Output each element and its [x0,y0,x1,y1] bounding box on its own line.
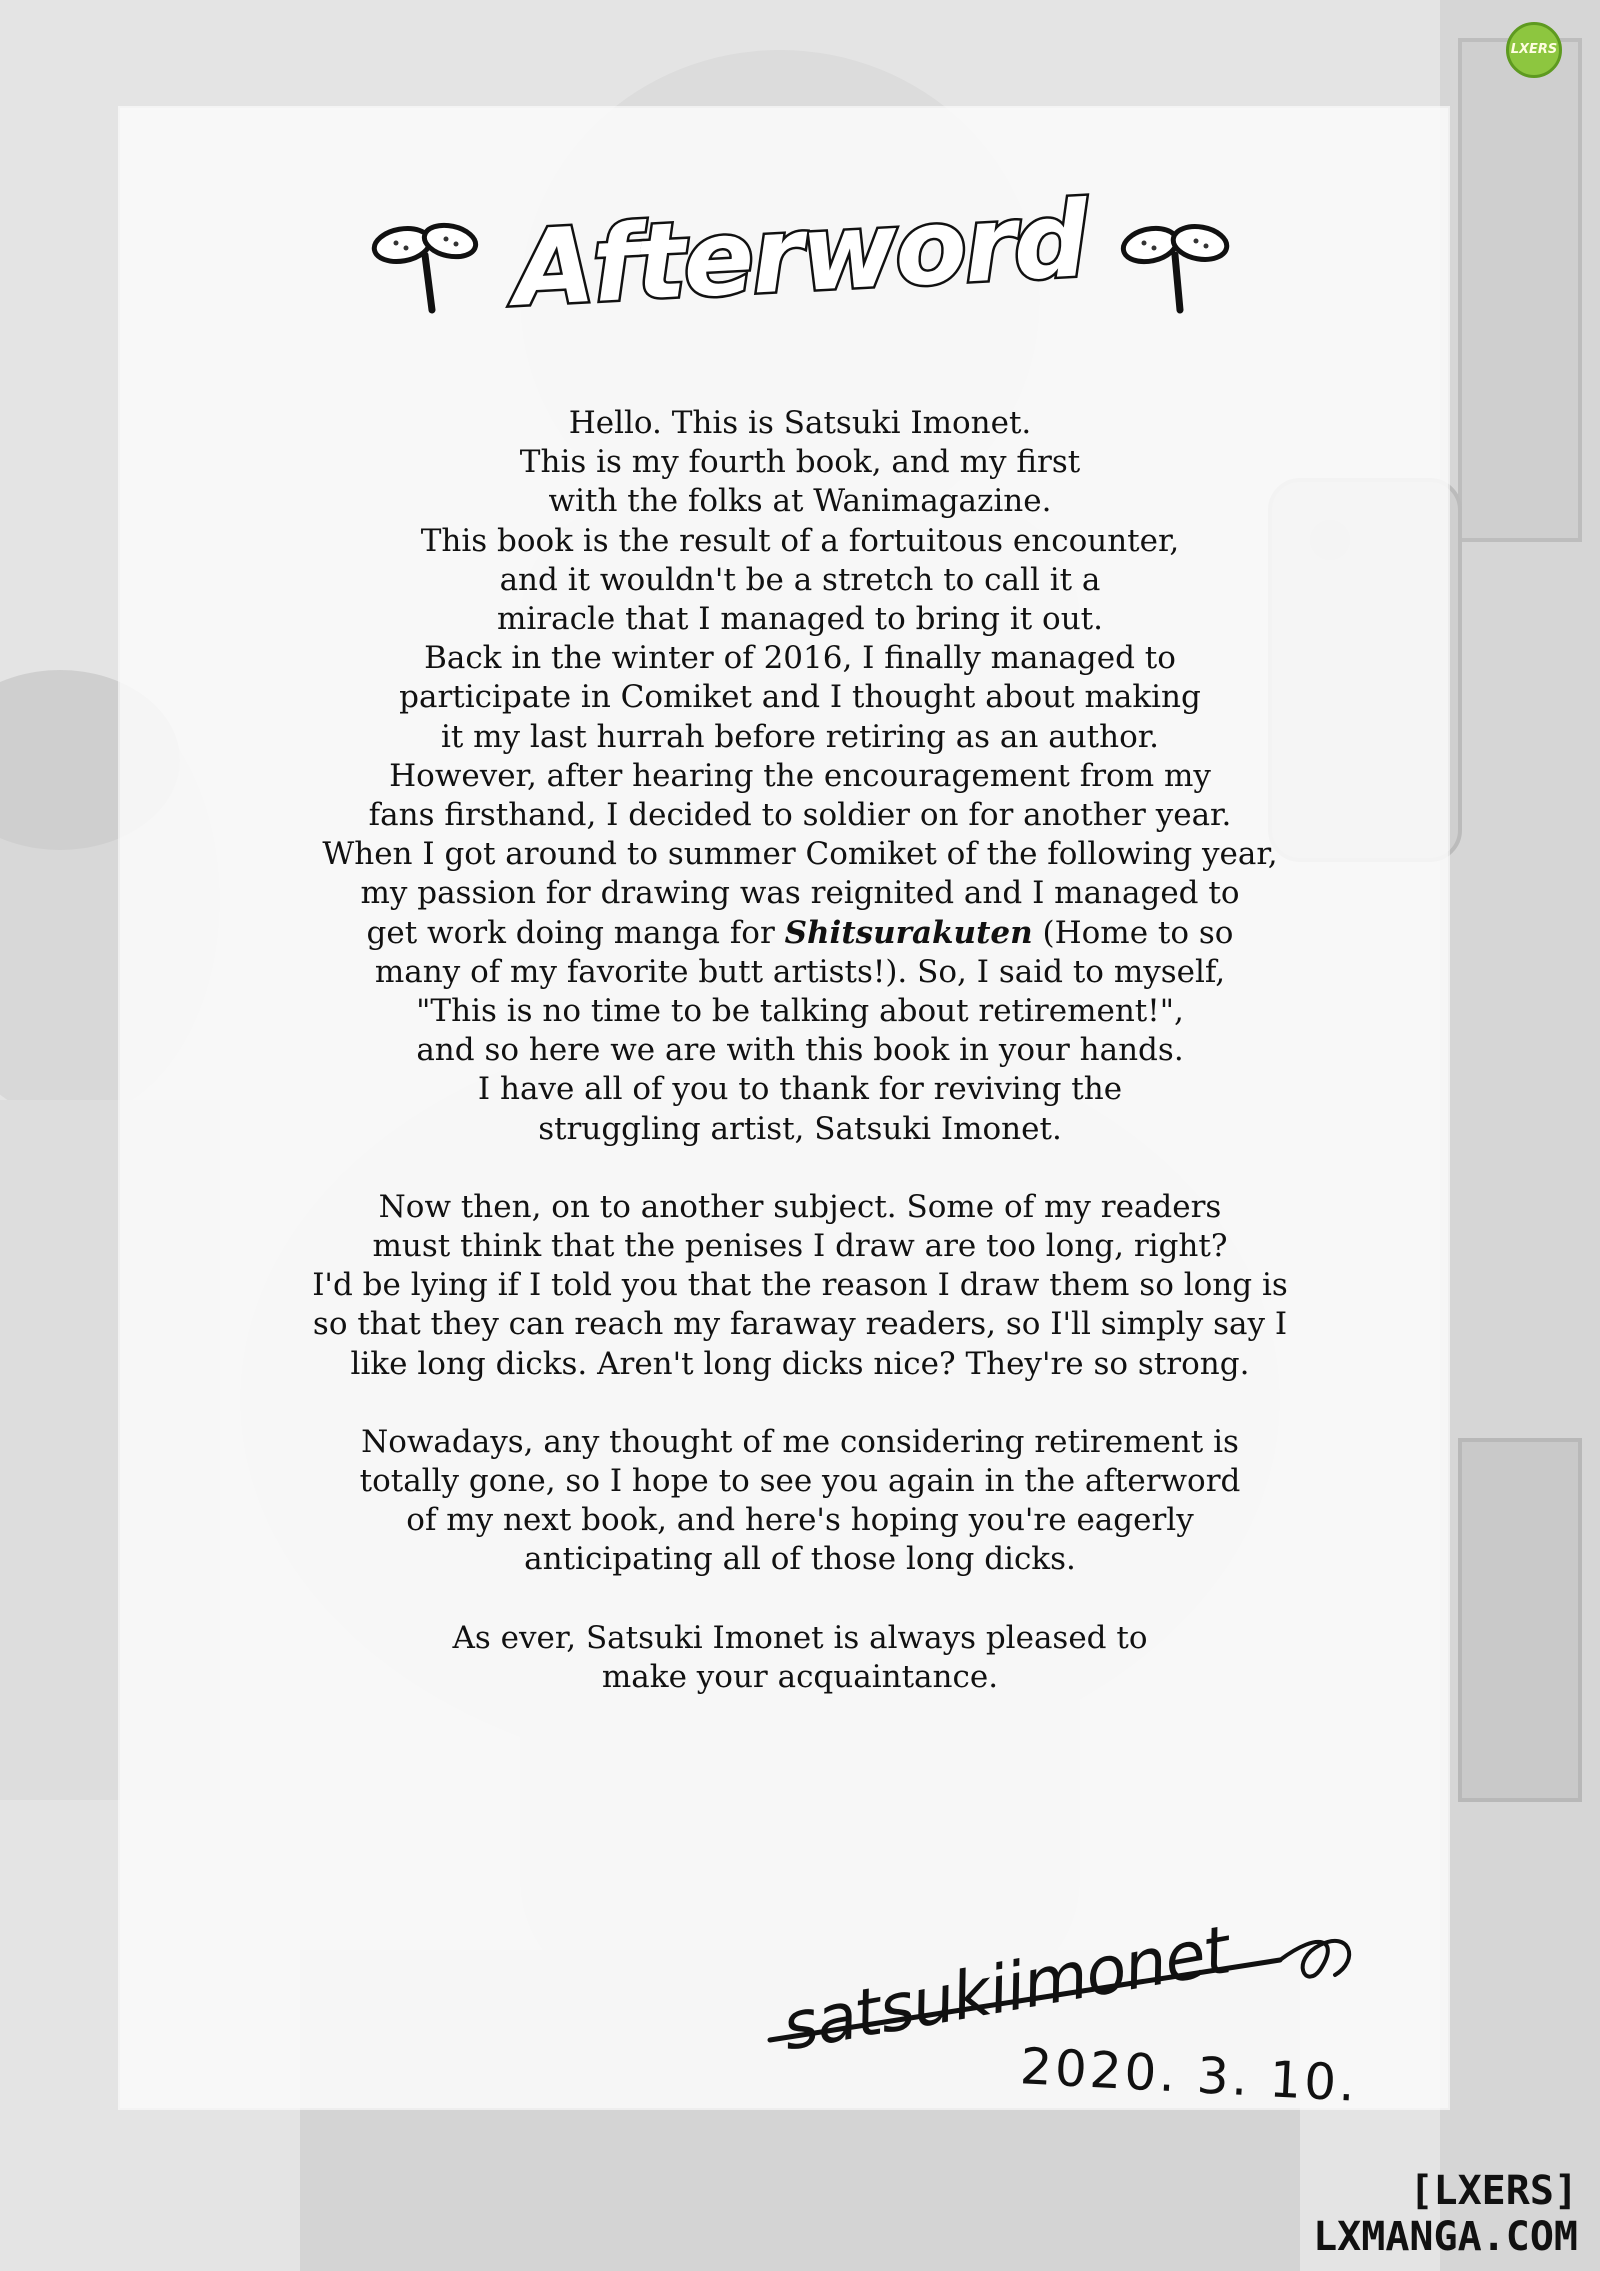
text-line: many of my favorite butt artists!). So, I said to myself, [374,953,1226,990]
signature-flourish-icon [760,1920,1380,2150]
text-line: Back in the winter of 2016, I finally managed to [424,640,1176,677]
text-line: This book is the result of a fortuitous encounter, [420,522,1180,559]
author-signature [760,1911,1380,2150]
text-line: struggling artist, Satsuki Imonet. [538,1110,1062,1147]
text-line: miracle that I managed to bring it out. [497,601,1103,638]
title-text: Afterword [510,178,1090,330]
magazine-title: Shitsurakuten [784,914,1033,951]
scanlation-credit [1313,2168,1578,2260]
text-line: so that they can reach my faraway readers, so I'll simply say I [312,1306,1288,1343]
afterword-body [200,404,1400,1697]
text-segment: get work doing manga for [366,914,785,951]
text-line: Now then, on to another subject. Some of my readers [378,1188,1222,1225]
text-line-with-title [200,914,1400,953]
text-line: like long dicks. Aren't long dicks nice? They're so strong. [350,1345,1250,1382]
text-line: and it wouldn't be a stretch to call it a [499,561,1101,598]
text-line: Nowadays, any thought of me considering retirement is [361,1423,1239,1460]
sprout-left-icon [370,215,480,315]
paragraph-gap [200,1149,1400,1188]
text-line: "This is no time to be talking about retirement!", [416,993,1184,1030]
text-line: totally gone, so I hope to see you again in the afterword [359,1463,1241,1500]
credit-group: [LXERS] [1409,2168,1578,2214]
text-line: my passion for drawing was reignited and I managed to [360,875,1240,912]
credit-site: LXMANGA.COM [1313,2214,1578,2260]
text-line: anticipating all of those long dicks. [524,1541,1076,1578]
text-line: participate in Comiket and I thought about making [399,679,1201,716]
paragraph-gap [200,1384,1400,1423]
text-line: with the folks at Wanimagazine. [548,483,1052,520]
text-line: As ever, Satsuki Imonet is always pleased to [452,1619,1148,1656]
paragraph-gap [200,1580,1400,1619]
text-line: fans firsthand, I decided to soldier on for another year. [368,797,1232,834]
text-line: it my last hurrah before retiring as an author. [440,718,1160,755]
text-line: of my next book, and here's hoping you're eagerly [406,1502,1194,1539]
sprout-right-icon [1120,215,1230,315]
text-line: and so here we are with this book in your hands. [416,1032,1184,1069]
afterword-title [370,175,1230,345]
text-line: When I got around to summer Comiket of the following year, [322,836,1278,873]
signature-date: 2020. 3. 10. [1018,2037,1360,2113]
lxers-badge: LXERS [1506,22,1562,78]
text-segment: (Home to so [1032,914,1234,951]
text-line: This is my fourth book, and my first [519,444,1081,481]
text-line: must think that the penises I draw are too long, right? [372,1228,1228,1265]
signature-name: satsukiimonet [776,1911,1236,2066]
text-line: Hello. This is Satsuki Imonet. [568,405,1032,441]
text-line: I'd be lying if I told you that the reason I draw them so long is [312,1267,1288,1304]
text-line: I have all of you to thank for reviving the [477,1071,1123,1108]
text-line: However, after hearing the encouragement from my [389,757,1211,794]
text-line: make your acquaintance. [601,1658,999,1695]
